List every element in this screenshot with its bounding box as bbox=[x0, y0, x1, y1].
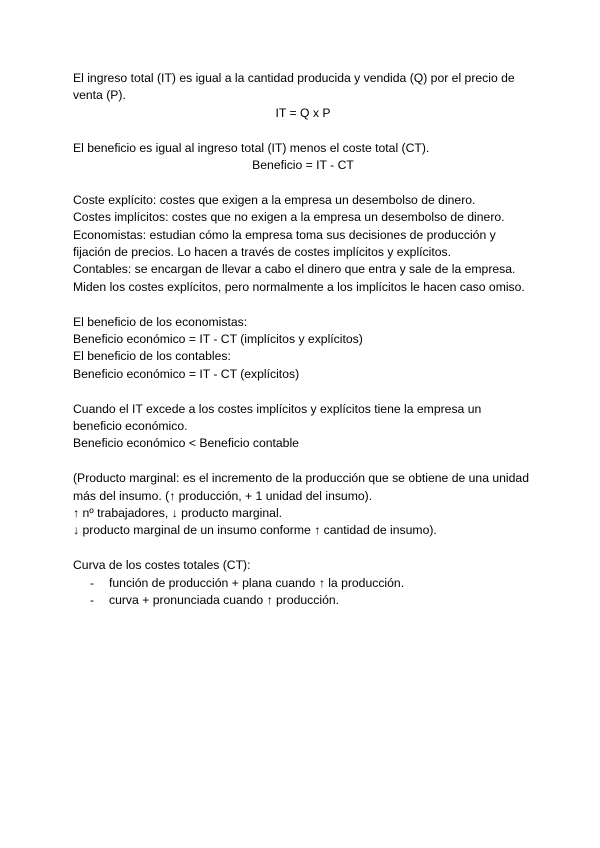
spacer bbox=[73, 383, 533, 400]
bullet-dash: - bbox=[90, 575, 95, 590]
spacer bbox=[73, 122, 533, 139]
formula-ingreso-total: IT = Q x P bbox=[275, 105, 331, 120]
paragraph-line: Beneficio económico = IT - CT (explícitos) bbox=[73, 366, 300, 381]
list-item-text: curva + pronunciada cuando ↑ producción. bbox=[109, 593, 340, 608]
paragraph-line: El beneficio de los contables: bbox=[73, 349, 231, 364]
paragraph-line: más del insumo. (↑ producción, + 1 unidad del insumo). bbox=[73, 488, 373, 503]
paragraph-line: Economistas: estudian cómo la empresa toma sus decisiones de producción y bbox=[73, 227, 496, 242]
list-heading: Curva de los costes totales (CT): bbox=[73, 558, 251, 573]
paragraph-line: Cuando el IT excede a los costes implícitos y explícitos tiene la empresa un bbox=[73, 401, 482, 416]
paragraph-line: ↓ producto marginal de un insumo conforme ↑ cantidad de insumo). bbox=[73, 523, 437, 538]
list-item bbox=[73, 592, 533, 609]
paragraph-line: fijación de precios. Lo hacen a través de costes implícitos y explícitos. bbox=[73, 245, 451, 260]
paragraph-line: Coste explícito: costes que exigen a la empresa un desembolso de dinero. bbox=[73, 192, 476, 207]
list-item bbox=[73, 575, 533, 592]
paragraph-line: beneficio económico. bbox=[73, 419, 188, 434]
paragraph-line: ↑ nº trabajadores, ↓ producto marginal. bbox=[73, 506, 283, 521]
paragraph-line: Costes implícitos: costes que no exigen a la empresa un desembolso de dinero. bbox=[73, 210, 505, 225]
spacer bbox=[73, 174, 533, 191]
paragraph-line: El beneficio es igual al ingreso total (IT) menos el coste total (CT). bbox=[73, 140, 430, 155]
spacer bbox=[73, 453, 533, 470]
list-item-text: función de producción + plana cuando ↑ la producción. bbox=[109, 575, 405, 590]
paragraph-line: Beneficio económico = IT - CT (implícitos y explícitos) bbox=[73, 332, 363, 347]
document-page bbox=[73, 70, 533, 610]
spacer bbox=[73, 296, 533, 313]
paragraph-line: (Producto marginal: es el incremento de la producción que se obtiene de una unidad bbox=[73, 471, 529, 486]
paragraph-line: Miden los costes explícitos, pero normalmente a los implícitos le hacen caso omiso. bbox=[73, 279, 525, 294]
bullet-dash: - bbox=[90, 593, 95, 608]
paragraph-line: El beneficio de los economistas: bbox=[73, 314, 248, 329]
formula-beneficio: Beneficio = IT - CT bbox=[252, 158, 354, 173]
paragraph-line: El ingreso total (IT) es igual a la cantidad producida y vendida (Q) por el precio de bbox=[73, 71, 515, 85]
paragraph-line: Beneficio económico < Beneficio contable bbox=[73, 436, 299, 451]
paragraph-line: Contables: se encargan de llevar a cabo el dinero que entra y sale de la empresa. bbox=[73, 262, 516, 277]
paragraph-line: venta (P). bbox=[73, 88, 126, 103]
spacer bbox=[73, 540, 533, 557]
